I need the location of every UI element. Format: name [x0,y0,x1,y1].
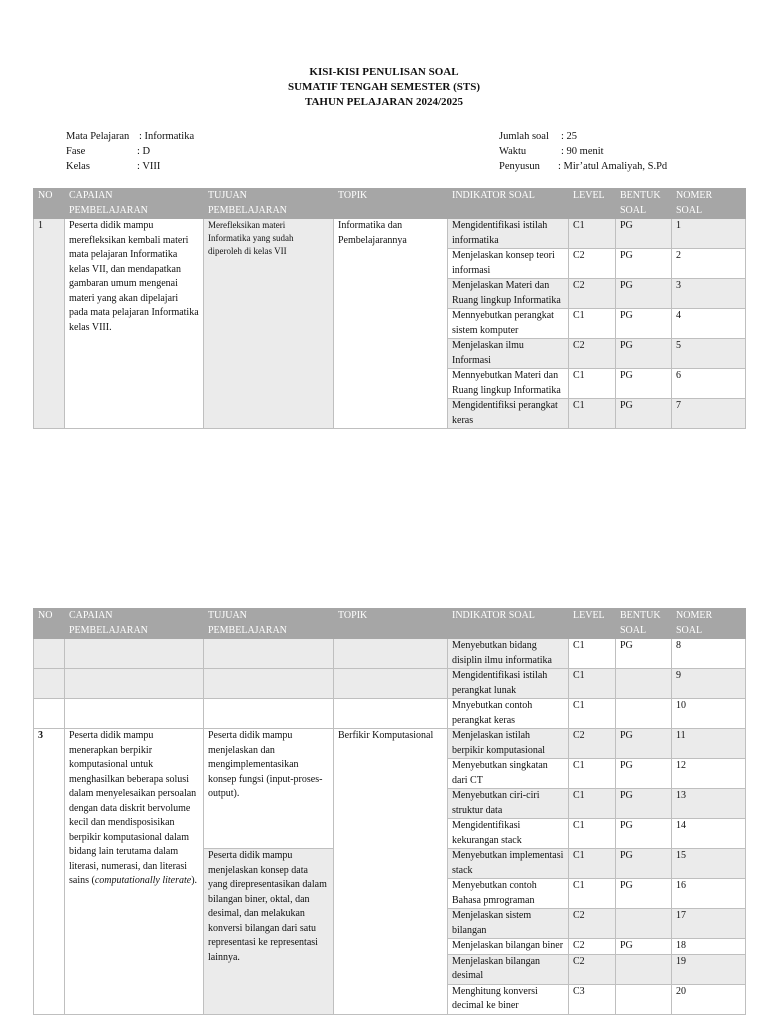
bentuk-cell: PG [616,939,672,955]
bentuk-cell: PG [616,759,672,789]
kisi-table-1 [33,188,746,429]
indikator-cell: Menjelaskan bilangan desimal [448,954,569,984]
bentuk-cell: PG [616,369,672,399]
level-cell: C2 [569,729,616,759]
nomer-cell: 4 [672,309,746,339]
nomer-cell: 10 [672,699,746,729]
nomer-cell: 3 [672,279,746,309]
col-no-header: NO [34,609,65,639]
nomer-cell: 6 [672,369,746,399]
indikator-cell: Mengidentifikasi istilah perangkat lunak [448,669,569,699]
bentuk-cell: PG [616,789,672,819]
level-cell: C1 [569,819,616,849]
jumlah-label: Jumlah soal [499,131,549,142]
indikator-cell: Menyebutkan bidang disiplin ilmu informatika [448,639,569,669]
nomer-cell: 1 [672,219,746,249]
kisi-table-2 [33,608,746,1015]
level-cell: C1 [569,879,616,909]
row-number: 1 [34,219,65,429]
table-header-row [34,609,746,639]
level-cell: C2 [569,339,616,369]
level-cell: C1 [569,219,616,249]
col-tujuan-header: TUJUAN PEMBELAJARAN [204,189,334,219]
kelas-label: Kelas [66,161,90,172]
bentuk-cell [616,909,672,939]
nomer-cell: 14 [672,819,746,849]
col-capaian-header: CAPAIAN PEMBELAJARAN [65,609,204,639]
penyusun-value: : Mir’atul Amaliyah, S.Pd [558,161,668,172]
level-cell: C1 [569,639,616,669]
indikator-cell: Menjelaskan bilangan biner [448,939,569,955]
bentuk-cell: PG [616,819,672,849]
bentuk-cell: PG [616,399,672,429]
level-cell: C1 [569,789,616,819]
col-bentuk-header: BENTUK SOAL [616,609,672,639]
level-cell: C1 [569,759,616,789]
nomer-cell: 20 [672,984,746,1014]
bentuk-cell [616,699,672,729]
table-row [34,639,746,669]
level-cell: C2 [569,909,616,939]
nomer-cell: 8 [672,639,746,669]
col-capaian-header: CAPAIAN PEMBELAJARAN [65,189,204,219]
indikator-cell: Mengidentifikasi kekurangan stack [448,819,569,849]
fase-label: Fase [66,146,86,157]
level-cell: C1 [569,399,616,429]
bentuk-cell: PG [616,729,672,759]
bentuk-cell: PG [616,249,672,279]
col-topik-header: TOPIK [334,609,448,639]
indikator-cell: Menjelaskan Materi dan Ruang lingkup Informatika [448,279,569,309]
topik-cell: Berfikir Komputasional [334,729,448,1015]
nomer-cell: 13 [672,789,746,819]
table-row [34,699,746,729]
bentuk-cell: PG [616,639,672,669]
penyusun-label: Penyusun [499,161,540,172]
table-row [34,669,746,699]
nomer-cell: 9 [672,669,746,699]
col-nomer-header: NOMER SOAL [672,189,746,219]
indikator-cell: Mennyebutkan perangkat sistem komputer [448,309,569,339]
col-topik-header: TOPIK [334,189,448,219]
title-line-3: TAHUN PELAJARAN 2024/2025 [304,96,464,108]
level-cell: C1 [569,669,616,699]
row-number: 3 [34,729,65,1015]
tujuan-cell: Peserta didik mampu menjelaskan konsep data yang direpresentasikan dalam bilangan biner, oktal, dan desimal, dan melakukan konversi bilangan dari satu representasi ke representasi lainnya. [204,849,334,1015]
bentuk-cell [616,984,672,1014]
document-title [0,65,768,110]
level-cell: C1 [569,369,616,399]
nomer-cell: 11 [672,729,746,759]
bentuk-cell [616,954,672,984]
table-header-row [34,189,746,219]
col-level-header: LEVEL [569,189,616,219]
title-line-2: SUMATIF TENGAH SEMESTER (STS) [287,81,481,93]
title-line-1: KISI-KISI PENULISAN SOAL [309,66,459,78]
bentuk-cell: PG [616,309,672,339]
col-indikator-header: INDIKATOR SOAL [448,609,569,639]
indikator-cell: Menghitung konversi decimal ke biner [448,984,569,1014]
bentuk-cell: PG [616,849,672,879]
indikator-cell: Mengidentifiksi perangkat keras [448,399,569,429]
level-cell: C2 [569,249,616,279]
indikator-cell: Menjelaskan ilmu Informasi [448,339,569,369]
level-cell: C1 [569,849,616,879]
level-cell: C3 [569,984,616,1014]
col-bentuk-header: BENTUK SOAL [616,189,672,219]
indikator-cell: Menjelaskan istilah berpikir komputasional [448,729,569,759]
mapel-label: Mata Pelajaran [66,131,130,142]
fase-value: : D [137,146,151,157]
nomer-cell: 18 [672,939,746,955]
indikator-cell: Menyebutkan ciri-ciri struktur data [448,789,569,819]
nomer-cell: 15 [672,849,746,879]
table-row [34,219,746,249]
waktu-label: Waktu [499,146,527,157]
indikator-cell: Menjelaskan sistem bilangan [448,909,569,939]
indikator-cell: Menyebutkan singkatan dari CT [448,759,569,789]
nomer-cell: 7 [672,399,746,429]
bentuk-cell: PG [616,219,672,249]
table-row [34,729,746,759]
level-cell: C1 [569,309,616,339]
indikator-cell: Menyebutkan contoh Bahasa pmrograman [448,879,569,909]
nomer-cell: 2 [672,249,746,279]
level-cell: C1 [569,699,616,729]
mapel-value: : Informatika [139,131,195,142]
indikator-cell: Mengidentifikasi istilah informatika [448,219,569,249]
level-cell: C2 [569,954,616,984]
bentuk-cell: PG [616,339,672,369]
waktu-value: : 90 menit [561,146,604,157]
bentuk-cell [616,669,672,699]
nomer-cell: 12 [672,759,746,789]
nomer-cell: 5 [672,339,746,369]
col-indikator-header: INDIKATOR SOAL [448,189,569,219]
jumlah-value: : 25 [561,131,578,142]
bentuk-cell: PG [616,879,672,909]
meta-right [499,129,667,174]
nomer-cell: 19 [672,954,746,984]
indikator-cell: Mennyebutkan Materi dan Ruang lingkup Informatika [448,369,569,399]
col-no-header: NO [34,189,65,219]
capaian-cell: Peserta didik mampu merefleksikan kembali materi mata pelajaran Informatika kelas VII, dan mendapatkan gambaran umum mengenai materi yang akan dipelajari pada mata pelajaran Informatika kelas VIII. [65,219,204,429]
indikator-cell: Menjelaskan konsep teori informasi [448,249,569,279]
bentuk-cell: PG [616,279,672,309]
level-cell: C2 [569,939,616,955]
level-cell: C2 [569,279,616,309]
col-tujuan-header: TUJUAN PEMBELAJARAN [204,609,334,639]
kelas-value: : VIII [137,161,161,172]
meta-left [66,129,194,174]
topik-cell: Informatika dan Pembelajarannya [334,219,448,429]
nomer-cell: 16 [672,879,746,909]
indikator-cell: Menyebutkan implementasi stack [448,849,569,879]
indikator-cell: Mnyebutkan contoh perangkat keras [448,699,569,729]
tujuan-cell: Peserta didik mampu menjelaskan dan mengimplementasikan konsep fungsi (input-proses-output). [204,729,334,849]
capaian-cell: Peserta didik mampu menerapkan berpikir komputasional untuk menghasilkan beberapa solusi dalam menyelesaikan persoalan dengan data diskrit bervolume kecil dan mendisposisikan berpikir komputasional dalam bidang lain terutama dalam literasi, numerasi, dan literasi sains (computationally literate). [65,729,204,1015]
tujuan-cell: Merefleksikan materi Informatika yang sudah diperoleh di kelas VII [204,219,334,429]
col-level-header: LEVEL [569,609,616,639]
nomer-cell: 17 [672,909,746,939]
col-nomer-header: NOMER SOAL [672,609,746,639]
